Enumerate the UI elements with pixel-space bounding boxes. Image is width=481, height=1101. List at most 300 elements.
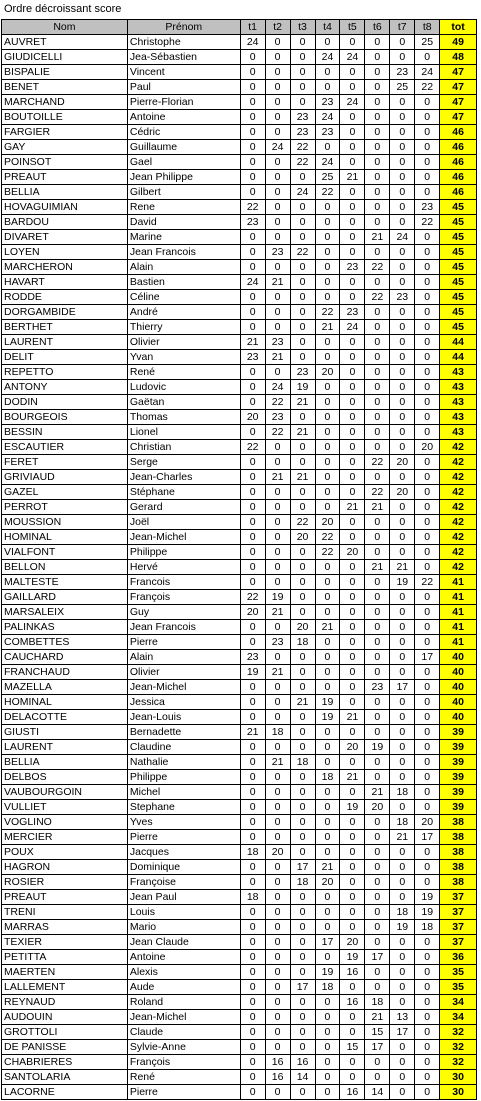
t3-cell: 0 xyxy=(290,170,315,185)
nom-cell: HOMINAL xyxy=(2,530,128,545)
t5-cell: 0 xyxy=(340,455,365,470)
t7-cell: 0 xyxy=(390,50,415,65)
t3-cell: 0 xyxy=(290,950,315,965)
t8-cell: 0 xyxy=(415,290,440,305)
t3-cell: 0 xyxy=(290,410,315,425)
t6-cell: 21 xyxy=(365,1010,390,1025)
t1-cell: 0 xyxy=(240,755,265,770)
t4-cell: 0 xyxy=(315,575,340,590)
prenom-cell: Pierre xyxy=(127,830,240,845)
t6-cell: 0 xyxy=(365,695,390,710)
prenom-cell: Dominique xyxy=(127,860,240,875)
t2-cell: 0 xyxy=(265,230,290,245)
header-row xyxy=(2,20,477,35)
nom-cell: FARGIER xyxy=(2,125,128,140)
t3-cell: 0 xyxy=(290,995,315,1010)
t3-cell: 0 xyxy=(290,1085,315,1100)
t5-cell: 0 xyxy=(340,125,365,140)
t1-cell: 0 xyxy=(240,95,265,110)
t4-cell: 0 xyxy=(315,755,340,770)
t1-cell: 19 xyxy=(240,665,265,680)
t7-cell: 17 xyxy=(390,680,415,695)
table-row xyxy=(2,155,477,170)
total-cell: 47 xyxy=(440,95,477,110)
t8-cell: 0 xyxy=(415,665,440,680)
prenom-cell: Ludovic xyxy=(127,380,240,395)
t2-cell: 0 xyxy=(265,800,290,815)
t1-cell: 0 xyxy=(240,1085,265,1100)
t5-cell: 0 xyxy=(340,680,365,695)
total-cell: 46 xyxy=(440,125,477,140)
t6-cell: 21 xyxy=(365,560,390,575)
t4-cell: 0 xyxy=(315,350,340,365)
nom-cell: PALINKAS xyxy=(2,620,128,635)
total-cell: 44 xyxy=(440,335,477,350)
t1-cell: 0 xyxy=(240,875,265,890)
table-row xyxy=(2,575,477,590)
t1-cell: 0 xyxy=(240,860,265,875)
t3-cell: 0 xyxy=(290,1040,315,1055)
t5-cell: 0 xyxy=(340,470,365,485)
prenom-cell: Gerard xyxy=(127,500,240,515)
total-cell: 39 xyxy=(440,725,477,740)
t2-cell: 0 xyxy=(265,650,290,665)
prenom-cell: Mario xyxy=(127,920,240,935)
header-t1: t1 xyxy=(240,20,265,35)
t1-cell: 0 xyxy=(240,170,265,185)
t1-cell: 0 xyxy=(240,515,265,530)
t5-cell: 0 xyxy=(340,425,365,440)
t4-cell: 0 xyxy=(315,485,340,500)
t4-cell: 0 xyxy=(315,200,340,215)
total-cell: 39 xyxy=(440,740,477,755)
prenom-cell: Joël xyxy=(127,515,240,530)
t1-cell: 0 xyxy=(240,260,265,275)
t8-cell: 0 xyxy=(415,725,440,740)
table-row xyxy=(2,530,477,545)
prenom-cell: Jean-Michel xyxy=(127,680,240,695)
prenom-cell: Michel xyxy=(127,785,240,800)
t1-cell: 20 xyxy=(240,605,265,620)
table-row xyxy=(2,125,477,140)
t7-cell: 0 xyxy=(390,1040,415,1055)
t2-cell: 0 xyxy=(265,935,290,950)
t5-cell: 0 xyxy=(340,590,365,605)
table-row xyxy=(2,800,477,815)
total-cell: 42 xyxy=(440,485,477,500)
t8-cell: 0 xyxy=(415,845,440,860)
table-row xyxy=(2,560,477,575)
t4-cell: 0 xyxy=(315,590,340,605)
t6-cell: 0 xyxy=(365,635,390,650)
t8-cell: 0 xyxy=(415,470,440,485)
nom-cell: DODIN xyxy=(2,395,128,410)
t1-cell: 0 xyxy=(240,470,265,485)
t6-cell: 0 xyxy=(365,200,390,215)
nom-cell: TRENI xyxy=(2,905,128,920)
t8-cell: 0 xyxy=(415,125,440,140)
t5-cell: 19 xyxy=(340,800,365,815)
t1-cell: 23 xyxy=(240,650,265,665)
t2-cell: 0 xyxy=(265,200,290,215)
prenom-cell: René xyxy=(127,365,240,380)
nom-cell: LAURENT xyxy=(2,335,128,350)
nom-cell: MARCHAND xyxy=(2,95,128,110)
t2-cell: 0 xyxy=(265,515,290,530)
total-cell: 30 xyxy=(440,1070,477,1085)
t3-cell: 23 xyxy=(290,125,315,140)
nom-cell: GROTTOLI xyxy=(2,1025,128,1040)
t6-cell: 0 xyxy=(365,470,390,485)
t4-cell: 0 xyxy=(315,905,340,920)
t7-cell: 0 xyxy=(390,245,415,260)
t4-cell: 0 xyxy=(315,275,340,290)
table-row xyxy=(2,185,477,200)
t2-cell: 24 xyxy=(265,140,290,155)
table-row xyxy=(2,1025,477,1040)
prenom-cell: Philippe xyxy=(127,545,240,560)
table-row xyxy=(2,770,477,785)
t6-cell: 0 xyxy=(365,1055,390,1070)
t2-cell: 0 xyxy=(265,815,290,830)
header-t8: t8 xyxy=(415,20,440,35)
nom-cell: GIUSTI xyxy=(2,725,128,740)
t6-cell: 0 xyxy=(365,440,390,455)
t3-cell: 0 xyxy=(290,815,315,830)
prenom-cell: Antoine xyxy=(127,110,240,125)
t8-cell: 0 xyxy=(415,710,440,725)
nom-cell: DELACOTTE xyxy=(2,710,128,725)
total-cell: 46 xyxy=(440,155,477,170)
t7-cell: 0 xyxy=(390,500,415,515)
t5-cell: 15 xyxy=(340,1040,365,1055)
table-row xyxy=(2,740,477,755)
t5-cell: 20 xyxy=(340,545,365,560)
t6-cell: 21 xyxy=(365,500,390,515)
total-cell: 35 xyxy=(440,980,477,995)
prenom-cell: Vincent xyxy=(127,65,240,80)
t2-cell: 0 xyxy=(265,35,290,50)
t6-cell: 0 xyxy=(365,860,390,875)
t1-cell: 20 xyxy=(240,410,265,425)
t2-cell: 0 xyxy=(265,95,290,110)
table-row xyxy=(2,635,477,650)
t6-cell: 0 xyxy=(365,830,390,845)
t5-cell: 21 xyxy=(340,770,365,785)
t8-cell: 0 xyxy=(415,140,440,155)
t3-cell: 22 xyxy=(290,515,315,530)
t3-cell: 0 xyxy=(290,965,315,980)
prenom-cell: Louis xyxy=(127,905,240,920)
t8-cell: 0 xyxy=(415,860,440,875)
nom-cell: PREAUT xyxy=(2,170,128,185)
table-row xyxy=(2,650,477,665)
table-row xyxy=(2,1070,477,1085)
t2-cell: 0 xyxy=(265,215,290,230)
t8-cell: 0 xyxy=(415,590,440,605)
total-cell: 38 xyxy=(440,845,477,860)
table-row xyxy=(2,485,477,500)
t4-cell: 0 xyxy=(315,410,340,425)
t7-cell: 0 xyxy=(390,515,415,530)
t5-cell: 0 xyxy=(340,905,365,920)
prenom-cell: Bastien xyxy=(127,275,240,290)
total-cell: 40 xyxy=(440,710,477,725)
t5-cell: 24 xyxy=(340,320,365,335)
t2-cell: 0 xyxy=(265,530,290,545)
t3-cell: 0 xyxy=(290,200,315,215)
t5-cell: 23 xyxy=(340,305,365,320)
t8-cell: 0 xyxy=(415,695,440,710)
prenom-cell: Jea-Sébastien xyxy=(127,50,240,65)
t4-cell: 0 xyxy=(315,230,340,245)
t1-cell: 0 xyxy=(240,425,265,440)
t7-cell: 0 xyxy=(390,890,415,905)
t3-cell: 0 xyxy=(290,770,315,785)
t6-cell: 22 xyxy=(365,485,390,500)
t1-cell: 0 xyxy=(240,155,265,170)
prenom-cell: Roland xyxy=(127,995,240,1010)
total-cell: 34 xyxy=(440,995,477,1010)
prenom-cell: Nathalie xyxy=(127,755,240,770)
total-cell: 41 xyxy=(440,635,477,650)
t1-cell: 23 xyxy=(240,215,265,230)
t3-cell: 0 xyxy=(290,575,315,590)
t6-cell: 0 xyxy=(365,725,390,740)
t3-cell: 21 xyxy=(290,695,315,710)
t2-cell: 0 xyxy=(265,455,290,470)
t1-cell: 0 xyxy=(240,110,265,125)
t7-cell: 19 xyxy=(390,575,415,590)
t4-cell: 0 xyxy=(315,1010,340,1025)
total-cell: 39 xyxy=(440,755,477,770)
t6-cell: 0 xyxy=(365,275,390,290)
t8-cell: 0 xyxy=(415,245,440,260)
t1-cell: 0 xyxy=(240,80,265,95)
t5-cell: 0 xyxy=(340,575,365,590)
t1-cell: 0 xyxy=(240,980,265,995)
t4-cell: 0 xyxy=(315,1085,340,1100)
t5-cell: 19 xyxy=(340,950,365,965)
table-row xyxy=(2,785,477,800)
t3-cell: 0 xyxy=(290,1010,315,1025)
table-row xyxy=(2,980,477,995)
t8-cell: 0 xyxy=(415,950,440,965)
t3-cell: 0 xyxy=(290,650,315,665)
t6-cell: 0 xyxy=(365,125,390,140)
t1-cell: 0 xyxy=(240,920,265,935)
t2-cell: 0 xyxy=(265,125,290,140)
prenom-cell: Jacques xyxy=(127,845,240,860)
t3-cell: 0 xyxy=(290,905,315,920)
t5-cell: 23 xyxy=(340,260,365,275)
t5-cell: 20 xyxy=(340,740,365,755)
prenom-cell: Pierre xyxy=(127,1085,240,1100)
nom-cell: FRANCHAUD xyxy=(2,665,128,680)
t5-cell: 0 xyxy=(340,815,365,830)
t2-cell: 0 xyxy=(265,65,290,80)
t6-cell: 17 xyxy=(365,1040,390,1055)
table-row xyxy=(2,620,477,635)
t1-cell: 0 xyxy=(240,680,265,695)
t2-cell: 0 xyxy=(265,830,290,845)
t1-cell: 0 xyxy=(240,245,265,260)
t4-cell: 0 xyxy=(315,605,340,620)
t5-cell: 0 xyxy=(340,335,365,350)
t2-cell: 0 xyxy=(265,1025,290,1040)
t8-cell: 0 xyxy=(415,50,440,65)
prenom-cell: Rene xyxy=(127,200,240,215)
t5-cell: 0 xyxy=(340,665,365,680)
t4-cell: 0 xyxy=(315,455,340,470)
t7-cell: 0 xyxy=(390,980,415,995)
t8-cell: 0 xyxy=(415,605,440,620)
prenom-cell: Jean-Michel xyxy=(127,530,240,545)
table-row xyxy=(2,80,477,95)
t8-cell: 19 xyxy=(415,905,440,920)
nom-cell: HAVART xyxy=(2,275,128,290)
total-cell: 32 xyxy=(440,1040,477,1055)
prenom-cell: Gael xyxy=(127,155,240,170)
t2-cell: 22 xyxy=(265,425,290,440)
total-cell: 39 xyxy=(440,785,477,800)
t1-cell: 22 xyxy=(240,440,265,455)
total-cell: 42 xyxy=(440,515,477,530)
table-row xyxy=(2,710,477,725)
t8-cell: 22 xyxy=(415,575,440,590)
t3-cell: 0 xyxy=(290,455,315,470)
total-cell: 42 xyxy=(440,500,477,515)
t2-cell: 0 xyxy=(265,770,290,785)
table-row xyxy=(2,995,477,1010)
table-row xyxy=(2,755,477,770)
t5-cell: 0 xyxy=(340,620,365,635)
t3-cell: 24 xyxy=(290,185,315,200)
t2-cell: 0 xyxy=(265,560,290,575)
table-row xyxy=(2,1040,477,1055)
t2-cell: 0 xyxy=(265,890,290,905)
nom-cell: VULLIET xyxy=(2,800,128,815)
nom-cell: GAZEL xyxy=(2,485,128,500)
total-cell: 42 xyxy=(440,545,477,560)
t4-cell: 18 xyxy=(315,770,340,785)
table-row xyxy=(2,950,477,965)
t7-cell: 0 xyxy=(390,140,415,155)
nom-cell: BARDOU xyxy=(2,215,128,230)
prenom-cell: Jean Francois xyxy=(127,245,240,260)
prenom-cell: Alexis xyxy=(127,965,240,980)
t8-cell: 0 xyxy=(415,1025,440,1040)
t8-cell: 0 xyxy=(415,110,440,125)
total-cell: 38 xyxy=(440,860,477,875)
prenom-cell: Aude xyxy=(127,980,240,995)
t3-cell: 20 xyxy=(290,530,315,545)
table-row xyxy=(2,380,477,395)
t7-cell: 20 xyxy=(390,485,415,500)
total-cell: 37 xyxy=(440,920,477,935)
t2-cell: 0 xyxy=(265,290,290,305)
total-cell: 48 xyxy=(440,50,477,65)
nom-cell: PETITTA xyxy=(2,950,128,965)
table-row xyxy=(2,860,477,875)
total-cell: 37 xyxy=(440,890,477,905)
t3-cell: 16 xyxy=(290,1055,315,1070)
t6-cell: 0 xyxy=(365,770,390,785)
t2-cell: 0 xyxy=(265,1010,290,1025)
t7-cell: 0 xyxy=(390,875,415,890)
total-cell: 42 xyxy=(440,530,477,545)
nom-cell: MOUSSION xyxy=(2,515,128,530)
nom-cell: GRIVIAUD xyxy=(2,470,128,485)
t4-cell: 23 xyxy=(315,125,340,140)
t2-cell: 23 xyxy=(265,410,290,425)
t2-cell: 0 xyxy=(265,575,290,590)
t6-cell: 0 xyxy=(365,545,390,560)
prenom-cell: Jean-Michel xyxy=(127,1010,240,1025)
t8-cell: 17 xyxy=(415,650,440,665)
t5-cell: 0 xyxy=(340,725,365,740)
t4-cell: 21 xyxy=(315,860,340,875)
table-row xyxy=(2,665,477,680)
t1-cell: 24 xyxy=(240,275,265,290)
t4-cell: 0 xyxy=(315,800,340,815)
table-row xyxy=(2,455,477,470)
t6-cell: 22 xyxy=(365,260,390,275)
table-row xyxy=(2,875,477,890)
prenom-cell: Yves xyxy=(127,815,240,830)
t4-cell: 0 xyxy=(315,260,340,275)
prenom-cell: Alain xyxy=(127,650,240,665)
table-row xyxy=(2,1010,477,1025)
total-cell: 41 xyxy=(440,605,477,620)
t7-cell: 20 xyxy=(390,455,415,470)
total-cell: 47 xyxy=(440,110,477,125)
total-cell: 43 xyxy=(440,425,477,440)
t3-cell: 23 xyxy=(290,365,315,380)
t7-cell: 0 xyxy=(390,95,415,110)
prenom-cell: Olivier xyxy=(127,665,240,680)
t4-cell: 0 xyxy=(315,35,340,50)
t4-cell: 0 xyxy=(315,215,340,230)
t7-cell: 0 xyxy=(390,995,415,1010)
t6-cell: 0 xyxy=(365,155,390,170)
t8-cell: 0 xyxy=(415,620,440,635)
total-cell: 45 xyxy=(440,230,477,245)
nom-cell: LOYEN xyxy=(2,245,128,260)
table-row xyxy=(2,110,477,125)
t8-cell: 0 xyxy=(415,455,440,470)
t6-cell: 0 xyxy=(365,410,390,425)
t7-cell: 21 xyxy=(390,830,415,845)
t1-cell: 0 xyxy=(240,395,265,410)
t5-cell: 21 xyxy=(340,710,365,725)
t7-cell: 0 xyxy=(390,35,415,50)
total-cell: 40 xyxy=(440,695,477,710)
t5-cell: 0 xyxy=(340,200,365,215)
header-tot: tot xyxy=(440,20,477,35)
t7-cell: 0 xyxy=(390,545,415,560)
nom-cell: HOVAGUIMIAN xyxy=(2,200,128,215)
t3-cell: 21 xyxy=(290,395,315,410)
t4-cell: 22 xyxy=(315,545,340,560)
t2-cell: 0 xyxy=(265,905,290,920)
t2-cell: 23 xyxy=(265,245,290,260)
table-row xyxy=(2,515,477,530)
t4-cell: 0 xyxy=(315,470,340,485)
t3-cell: 0 xyxy=(290,290,315,305)
total-cell: 42 xyxy=(440,470,477,485)
t8-cell: 0 xyxy=(415,410,440,425)
